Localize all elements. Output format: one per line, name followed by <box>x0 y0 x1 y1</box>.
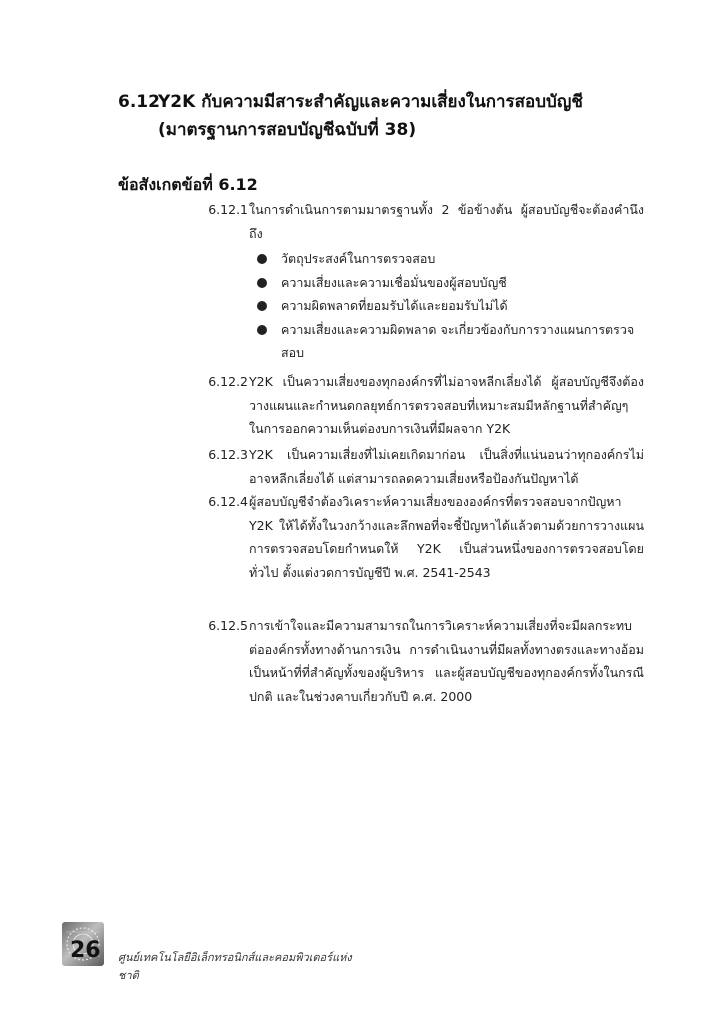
bullet-list <box>255 247 645 365</box>
bullet-text: วัตถุประสงค์ในการตรวจสอบ <box>281 251 436 266</box>
bullet-dot-icon <box>257 278 267 288</box>
item-number: 6.12.2 <box>208 374 248 389</box>
observation-item-3 <box>196 443 644 490</box>
section-title-line1: Y2K กับความมีสาระสำคัญและความเสี่ยงในการสอบบัญชี <box>158 92 583 112</box>
observation-title: ข้อสังเกตข้อที่ 6.12 <box>118 175 258 194</box>
bullet-item <box>255 294 645 318</box>
bullet-text: ความผิดพลาดที่ยอมรับได้และยอมรับไม่ได้ <box>281 298 508 314</box>
item-text: ผู้สอบบัญชีจำต้องวิเคราะห์ความเสี่ยงขององค์กรที่ตรวจสอบจากปัญหา Y2K ให้ได้ทั้งในวงกว้างและลึกพอที่จะชี้ปัญหาได้แล้วตามด้วยการวางแผนการตรวจสอบโดยกำหนดให้ Y2K เป็นส่วนหนึ่งของการตรวจสอบโดยทั่วไป ตั้งแต่งวดการบัญชีปี พ.ศ. 2541-2543 <box>249 494 644 580</box>
bullet-text: ความเสี่ยงและความผิดพลาด จะเกี่ยวข้องกับการวางแผนการตรวจสอบ <box>281 321 635 361</box>
observation-item-4 <box>196 490 644 584</box>
item-text: Y2K เป็นความเสี่ยงของทุกองค์กรที่ไม่อาจหลีกเลี่ยงได้ ผู้สอบบัญชีจึงต้องวางแผนและกำหนดกลยุทธ์การตรวจสอบที่เหมาะสมมีหลักฐานที่สำคัญๆ ในการออกความเห็นต่องบการเงินที่มีผลจาก Y2K <box>249 374 644 437</box>
item-text: การเข้าใจและมีความสามารถในการวิเคราะห์ความเสี่ยงที่จะมีผลกระทบต่อองค์กรทั้งทางด้านการเงิน การดำเนินงานที่มีผลทั้งทางตรงและทางอ้อม เป็นหน้าที่ที่สำคัญทั้งของผู้บริหาร และผู้สอบบัญชีของทุกองค์กรทั้งในกรณีปกติ และในช่วงคาบเกี่ยวกับปี ค.ศ. 2000 <box>249 618 644 704</box>
page-number: 26 <box>70 938 101 963</box>
item-number: 6.12.3 <box>208 447 248 462</box>
section-heading <box>118 88 678 144</box>
item-number: 6.12.5 <box>208 618 248 633</box>
footer-organization: ศูนย์เทคโนโลยีอิเล็กทรอนิกส์และคอมพิวเตอร์แห่งชาติ <box>118 951 352 982</box>
item-number: 6.12.1 <box>208 202 248 217</box>
bullet-item <box>255 318 645 365</box>
observation-item-2 <box>196 370 644 441</box>
item-text: ในการดำเนินการตามมาตรฐานทั้ง 2 ข้อข้างต้น ผู้สอบบัญชีจะต้องคำนึงถึง <box>249 202 644 241</box>
item-text: Y2K เป็นความเสี่ยงที่ไม่เคยเกิดมาก่อน เป็นสิ่งที่แน่นอนว่าทุกองค์กรไม่อาจหลีกเลี่ยงได้ แต่สามารถลดความเสี่ยงหรือป้องกันปัญหาได้ <box>249 447 644 486</box>
bullet-item <box>255 247 645 271</box>
bullet-dot-icon <box>257 325 267 335</box>
item-number: 6.12.4 <box>208 494 248 509</box>
section-title-line2: (มาตรฐานการสอบบัญชีฉบับที่ 38) <box>158 120 417 140</box>
observation-item-5 <box>196 614 644 708</box>
section-number: 6.12 <box>118 92 160 112</box>
bullet-dot-icon <box>257 254 267 264</box>
bullet-text: ความเสี่ยงและความเชื่อมั่นของผู้สอบบัญชี <box>281 274 507 290</box>
bullet-item <box>255 271 645 295</box>
observation-item-1 <box>196 198 644 245</box>
bullet-dot-icon <box>257 301 267 311</box>
page-footer <box>62 922 362 982</box>
